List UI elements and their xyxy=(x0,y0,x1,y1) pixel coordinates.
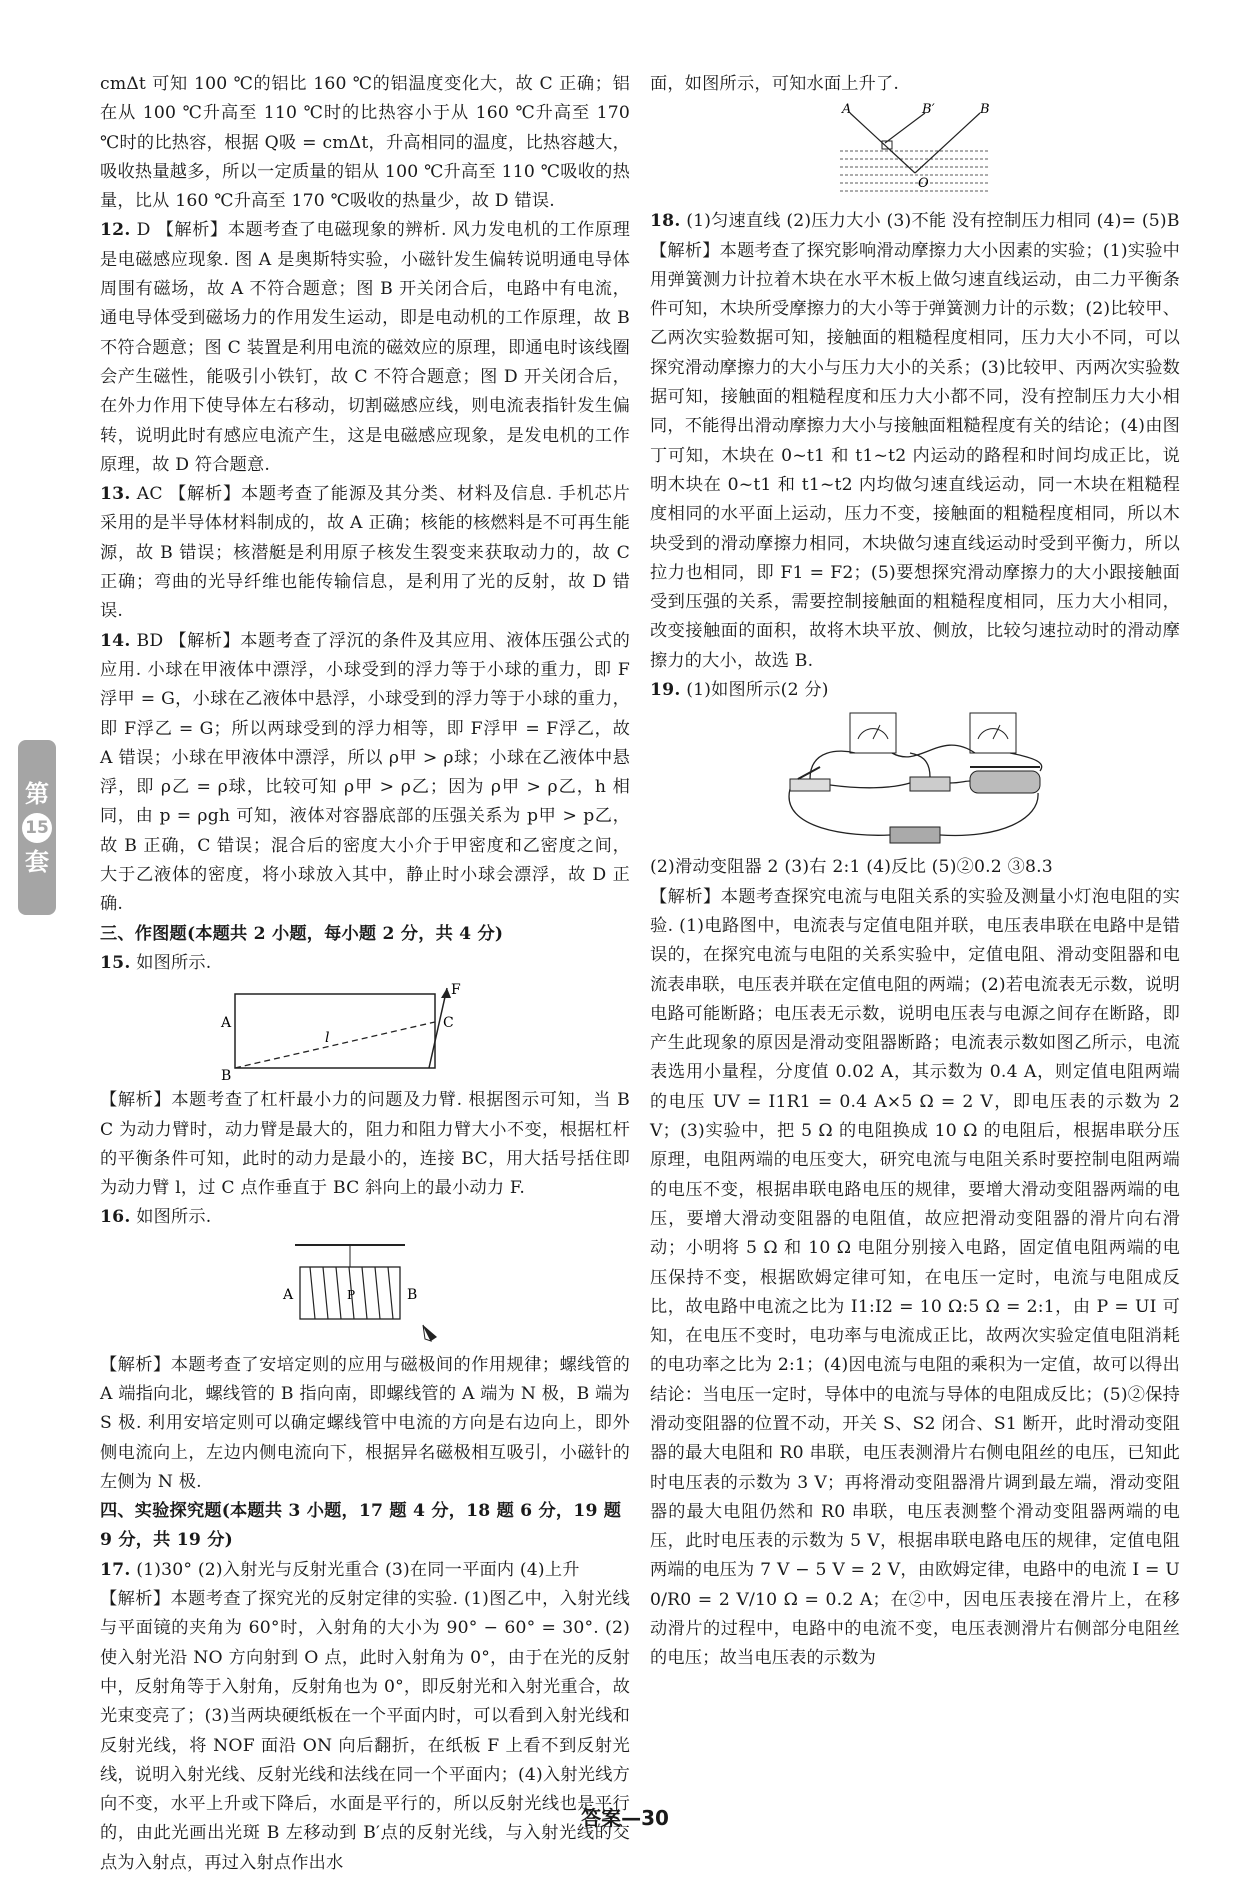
answer-16 xyxy=(100,1203,630,1232)
fig15-label-b: B xyxy=(221,1068,232,1083)
page-footer: 答案—30 xyxy=(581,1806,669,1830)
q18-number: 18. xyxy=(650,211,681,232)
q15-number: 15. xyxy=(100,952,131,973)
fig15-label-f: F xyxy=(451,982,461,999)
q14-text: BD 【解析】本题考查了浮沉的条件及其应用、液体压强公式的应用. 小球在甲液体中漂浮，小球受到的浮力等于小球的重力，即 F浮甲 = G，小球在乙液体中悬浮，小球受到的浮力等于小球的重力，即 F浮乙 = G；所以两球受到的浮力相等，即 F浮甲 = F浮乙，故 A 错误；小球在甲液体中漂浮，所以 ρ甲 > ρ球；小球在乙液体中悬浮，即 ρ乙 = ρ球，比较可知 ρ甲 > ρ乙；因为 ρ甲 > ρ乙，h 相同，由 p = ρgh 可知，液体对容器底部的压强关系为 p甲 > p乙，故 B 正确，C 错误；混合后的密度大小介于甲密度和乙密度之间，大于乙液体的密度，将小球放入其中，静止时小球会漂浮，故 D 正确. xyxy=(100,630,630,915)
side-tab-number: 15 xyxy=(22,813,52,843)
figure-15-lever xyxy=(215,982,515,1082)
left-continuation: cmΔt 可知 100 ℃的铝比 160 ℃的铝温度变化大，故 C 正确；铝在从 100 ℃升高至 110 ℃时的比热容小于从 160 ℃升高至 170 ℃时的比热容，根据 Q吸 = cmΔt，升高相同的温度，比热容越大，吸收热量越多，所以一定质量的铝从 100 ℃升高至 110 ℃吸收的热量，比从 160 ℃升高至 170 ℃吸收的热量少，故 D 错误. xyxy=(100,74,630,212)
answer-13 xyxy=(100,480,630,626)
q17-number: 17. xyxy=(100,1559,131,1580)
q12-text: D 【解析】本题考查了电磁现象的辨析. 风力发电机的工作原理是电磁感应现象. 图 A 是奥斯特实验，小磁针发生偏转说明通电导体周围有磁场，故 A 不符合题意；图 B 开关闭合后，电路中有电流，通电导体受到磁场力的作用发生运动，即是电动机的工作原理，故 B 不符合题意；图 C 装置是利用电流的磁效应的原理，即通电时该线圈会产生磁性，能吸引小铁钉，故 C 不符合题意；图 D 开关闭合后，在外力作用下使导体左右移动，切割磁感应线，则电流表指针发生偏转，说明此时有感应电流产生，这是电磁感应现象，是发电机的工作原理，故 D 符合题意. xyxy=(100,220,630,475)
q16-analysis: 【解析】本题考查了安培定则的应用与磁极间的作用规律；螺线管的 A 端指向北，螺线管的 B 指向南，即螺线管的 A 端为 N 极，B 端为 S 极. 利用安培定则可以确定螺线管中电流的方向是右边向上，即外侧电流向上，左边内侧电流向下，根据异名磁极相互吸引，小磁针的左侧为 N 极. xyxy=(100,1354,630,1492)
q13-number: 13. xyxy=(100,484,131,505)
q16-text: 如图所示. xyxy=(136,1207,212,1228)
fig16-label-a: A xyxy=(283,1286,294,1303)
fig17-label-o: O xyxy=(918,176,929,192)
section-3-heading: 三、作图题(本题共 2 小题，每小题 2 分，共 4 分) xyxy=(100,923,504,944)
answer-14 xyxy=(100,627,630,920)
side-tab xyxy=(18,740,56,915)
fig17-label-b: B xyxy=(980,103,990,118)
left-column xyxy=(100,70,630,1878)
q17-analysis: 【解析】本题考查了探究光的反射定律的实验. (1)图乙中，入射光线与平面镜的夹角为 60°时，入射角的大小为 90° − 60° = 30°. (2)使入射光沿 NO 方向射到 O 点，此时入射角为 0°，由于在光的反射中，反射角等于入射角，反射角也为 0°，即反射光和入射光重合，故光束变亮了；(3)当两块硬纸板在一个平面内时，可以看到入射光线和反射光线，将 NOF 面沿 ON 向后翻折，在纸板 F 上看不到反射光线，说明入射光线、反射光线和法线在同一个平面内；(4)入射光线方向不变，水平上升或下降后，水面是平行的，所以反射光线也是平行的，由此光画出光斑 B 左移动到 B′点的反射光线，与入射光线的交点为入射点，再过入射点作出水 xyxy=(100,1589,630,1873)
fig15-label-c: C xyxy=(443,1015,454,1032)
fig17-label-b-prime: B′ xyxy=(922,103,935,118)
fig15-label-a: A xyxy=(221,1015,232,1032)
q15-text: 如图所示. xyxy=(136,952,212,973)
q12-number: 12. xyxy=(100,220,131,241)
figure-16-solenoid xyxy=(255,1237,475,1347)
q13-text: AC 【解析】本题考查了能源及其分类、材料及信息. 手机芯片采用的是半导体材料制成的，故 A 正确；核能的核燃料是不可再生能源，故 B 错误；核潜艇是利用原子核发生裂变来获取动力的，故 C 正确；弯曲的光导纤维也能传输信息，是利用了光的反射，故 D 错误. xyxy=(100,484,630,622)
q17-text: (1)30° (2)入射光与反射光重合 (3)在同一平面内 (4)上升 xyxy=(136,1559,580,1580)
q19-answers-2-5: (2)滑动变阻器 2 (3)右 2:1 (4)反比 (5)②0.2 ③8.3 xyxy=(650,857,1053,878)
fig17-label-a: A xyxy=(842,103,852,118)
right-continuation: 面，如图所示，可知水面上升了. xyxy=(650,74,900,94)
side-tab-top: 第 xyxy=(25,779,49,808)
q15-analysis: 【解析】本题考查了杠杆最小力的问题及力臂. 根据图示可知，当 BC 为动力臂时，动力臂是最大的，阻力和阻力臂大小不变，根据杠杆的平衡条件可知，此时的动力是最小的，连接 BC，用大括号括住即为动力臂 l，过 C 点作垂直于 BC 斜向上的最小动力 F. xyxy=(100,1090,630,1199)
section-4-heading: 四、实验探究题(本题共 3 小题，17 题 4 分，18 题 6 分，19 题 9 分，共 19 分) xyxy=(100,1501,622,1551)
figure-19-circuit xyxy=(770,709,1060,849)
answer-12 xyxy=(100,216,630,480)
fig16-label-p: P xyxy=(347,1287,356,1302)
fig16-label-b: B xyxy=(407,1286,418,1303)
answer-15 xyxy=(100,949,630,978)
q18-analysis: 【解析】本题考查了探究影响滑动摩擦力大小因素的实验；(1)实验中用弹簧测力计拉着木块在水平木板上做匀速直线运动，由二力平衡条件可知，木块所受摩擦力的大小等于弹簧测力计的示数；(2)比较甲、乙两次实验数据可知，接触面的粗糙程度相同，压力大小不同，可以探究滑动摩擦力的大小与压力大小的关系；(3)比较甲、丙两次实验数据可知，接触面的粗糙程度和压力大小都不同，没有控制压力大小相同，不能得出滑动摩擦力大小与接触面粗糙程度有关的结论；(4)由图丁可知，木块在 0~t1 和 t1~t2 内运动的路程和时间均成正比，说明木块在 0~t1 和 t1~t2 内均做匀速直线运动，同一木块在粗糙程度相同的水平面上运动，压力不变，接触面的粗糙程度相同，所以木块受到的滑动摩擦力相同，木块做匀速直线运动时受到平衡力，所以拉力也相同，即 F1 = F2；(5)要想探究滑动摩擦力的大小跟接触面受到压强的关系，需要控制接触面的粗糙程度相同，压力大小相同，改变接触面的面积，故将木块平放、侧放，比较匀速拉动时的滑动摩擦力的大小，故选 B. xyxy=(650,240,1180,671)
q14-number: 14. xyxy=(100,630,131,651)
answer-19 xyxy=(650,676,1180,705)
answer-18 xyxy=(650,207,1180,236)
side-tab-bottom: 套 xyxy=(25,847,49,876)
q19-analysis: 【解析】本题考查探究电流与电阻关系的实验及测量小灯泡电阻的实验. (1)电路图中，电流表与定值电阻并联，电压表串联在电路中是错误的，在探究电流与电阻的关系实验中，定值电阻、滑动变阻器和电流表串联，电压表并联在定值电阻的两端；(2)若电流表无示数，说明电路可能断路；电压表无示数，说明电压表与电源之间存在断路，即产生此现象的原因是滑动变阻器断路；电流表示数如图乙所示，电流表选用小量程，分度值 0.02 A，其示数为 0.4 A，则定值电阻两端的电压 UV = I1R1 = 0.4 A×5 Ω = 2 V，即电压表的示数为 2 V；(3)实验中，把 5 Ω 的电阻换成 10 Ω 的电阻后，根据串联分压原理，电阻两端的电压变大，研究电流与电阻关系时要控制电阻两端的电压不变，根据串联电路电压的规律，要增大滑动变阻器两端的电压，要增大滑动变阻器的电阻值，故应把滑动变阻器的滑片向右滑动；小明将 5 Ω 和 10 Ω 电阻分别接入电路，固定值电阻两端的电压保持不变，根据欧姆定律可知，在电压一定时，电流与电阻成反比，故电路中电流之比为 I1:I2 = 10 Ω:5 Ω = 2:1，由 P = UI 可知，在电压不变时，电功率与电流成正比，故两次实验定值电阻消耗的电功率之比为 2:1；(4)因电流与电阻的乘积为一定值，故可以得出结论：当电压一定时，导体中的电流与导体的电阻成反比；(5)②保持滑动变阻器的位置不动，开关 S、S2 闭合、S1 断开，此时滑动变阻器的最大电阻和 R0 串联，电压表测滑片右侧电阻丝的电压，已知此时电压表的示数为 3 V；再将滑动变阻器滑片调到最左端，滑动变阻器的最大电阻仍然和 R0 串联，电压表测整个滑动变阻器两端的电压，此时电压表的示数为 5 V，根据串联电路电压的规律，定值电阻两端的电压为 7 V − 5 V = 2 V，由欧姆定律，电路中的电流 I = U0/R0 = 2 V/10 Ω = 0.2 A；在②中，因电压表接在滑片上，在移动滑片的过程中，电路中的电流不变，电压表测滑片右侧部分电阻丝的电压；故当电压表的示数为 xyxy=(650,886,1180,1669)
q19-number: 19. xyxy=(650,680,681,701)
q18-text: (1)匀速直线 (2)压力大小 (3)不能 没有控制压力相同 (4)= (5)B xyxy=(686,211,1180,232)
right-column xyxy=(650,70,1180,1674)
fig15-label-l: l xyxy=(325,1030,330,1047)
q19-text: (1)如图所示(2 分) xyxy=(686,680,829,701)
figure-17-reflection xyxy=(830,103,1000,203)
q16-number: 16. xyxy=(100,1207,131,1228)
answer-17 xyxy=(100,1556,630,1585)
